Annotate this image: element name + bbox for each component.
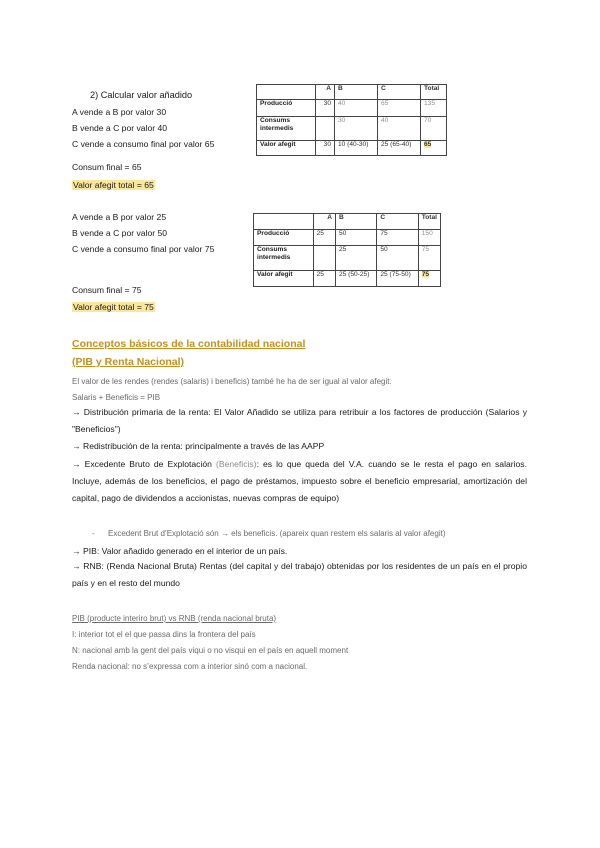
s2-cell: 25 bbox=[313, 230, 335, 246]
s2-cell: 25 (50-25) bbox=[336, 271, 377, 287]
para-rnb: → RNB: (Renda Nacional Bruta) Rentas (del capital y del trabajo) obtenidas por los residentes de un país en el propio país y en el resto del mundo bbox=[72, 561, 527, 588]
s1-cell: 40 bbox=[378, 117, 421, 141]
para-distribucion-primaria: → Distribución primaria de la renta: El Valor Añadido se utiliza para retribuir a los factores de producción (Salarios y "Beneficios") bbox=[72, 407, 527, 434]
s2-cell: 50 bbox=[377, 246, 418, 271]
s1-row-label: Producció bbox=[257, 100, 316, 117]
s2-cell: 25 bbox=[313, 271, 335, 287]
s2-row-label: Producció bbox=[254, 230, 314, 246]
s1-line-1: A vende a B por valor 30 bbox=[72, 107, 167, 117]
s1-valor-afegit-total: Valor afegit total = 65 bbox=[73, 180, 154, 190]
s2-header-empty bbox=[254, 214, 314, 230]
para-excedente-beneficis: (Beneficis) bbox=[215, 459, 257, 469]
pib-rnb-line-1: I: interior tot el el que passa dins la frontera del país bbox=[72, 630, 256, 639]
s2-cell bbox=[313, 246, 335, 271]
s1-cell: 25 (65-40) bbox=[378, 141, 421, 156]
s1-line-2: B vende a C por valor 40 bbox=[72, 123, 168, 133]
bullet-excedent: Excedent Brut d’Explotació són → els beneficis. (apareix quan restem els salaris al valor afegit) bbox=[108, 529, 446, 538]
s1-row-label: Valor afegit bbox=[257, 141, 316, 156]
s2-row-label: Consums intermedis bbox=[254, 246, 314, 271]
s1-header-c: C bbox=[378, 85, 421, 100]
s1-cell: 30 bbox=[316, 100, 335, 117]
s1-header-empty bbox=[257, 85, 316, 100]
pib-rnb-line-2: N: nacional amb la gent del país viqui o no visqui en el país en aquell moment bbox=[72, 646, 349, 655]
para-excedente-rest: : es lo que queda del V.A. cuando se le resta el pago en salarios. Incluye, además de los beneficios, el pago de préstamos, impuesto sobre el beneficio empresarial, amortización del capital, pago de dividendos a accionistas, nuevas compras de equipo) bbox=[72, 459, 527, 503]
s1-header-b: B bbox=[335, 85, 378, 100]
exercise-heading: 2) Calcular valor añadido bbox=[90, 90, 193, 100]
s1-total-cell: 65 bbox=[421, 141, 447, 156]
s1-cell: 40 bbox=[335, 100, 378, 117]
conceptos-subtitle: (PIB y Renta Nacional) bbox=[72, 356, 185, 368]
para-redistribucion: → Redistribución de la renta: principalmente a través de las AAPP bbox=[72, 441, 325, 451]
pib-rnb-line-3: Renda nacional: no s’expressa com a interior sinó com a nacional. bbox=[72, 662, 308, 671]
s2-line-3: C vende a consumo final por valor 75 bbox=[72, 244, 215, 254]
para-excedente-lead: → Excedente Bruto de Explotación bbox=[72, 459, 216, 469]
s2-header-b: B bbox=[336, 214, 377, 230]
s1-cell: 135 bbox=[421, 100, 447, 117]
para-pib: → PIB: Valor añadido generado en el interior de un país. bbox=[72, 546, 288, 556]
para-excedente-bruto bbox=[72, 456, 527, 528]
s2-valor-afegit-total: Valor afegit total = 75 bbox=[73, 302, 154, 312]
s1-line-3: C vende a consumo final por valor 65 bbox=[72, 139, 215, 149]
s1-cell bbox=[316, 117, 335, 141]
s1-header-a: A bbox=[316, 85, 335, 100]
s1-cell: 30 bbox=[335, 117, 378, 141]
s2-row-label: Valor afegit bbox=[254, 271, 314, 287]
pib-rnb-title: PIB (producte interiro brut) vs RNB (renda nacional bruta) bbox=[72, 614, 277, 623]
s2-header-a: A bbox=[313, 214, 335, 230]
conceptos-title: Conceptos básicos de la contabilidad nacional bbox=[72, 338, 306, 350]
s2-line-1: A vende a B por valor 25 bbox=[72, 212, 167, 222]
s2-consum-final: Consum final = 75 bbox=[72, 285, 142, 295]
s2-header-total: Total bbox=[418, 214, 440, 230]
note-salaris-beneficis: Salaris + Beneficis = PIB bbox=[72, 393, 161, 402]
s2-line-2: B vende a C por valor 50 bbox=[72, 228, 168, 238]
s1-value-added-table bbox=[256, 84, 447, 156]
s2-header-c: C bbox=[377, 214, 418, 230]
s1-header-total: Total bbox=[421, 85, 447, 100]
s2-cell: 75 bbox=[377, 230, 418, 246]
s1-row-label: Consums intermedis bbox=[257, 117, 316, 141]
s2-cell: 25 bbox=[336, 246, 377, 271]
s2-cell: 75 bbox=[418, 246, 440, 271]
s1-cell: 30 bbox=[316, 141, 335, 156]
s1-consum-final: Consum final = 65 bbox=[72, 162, 142, 172]
s2-cell: 25 (75-50) bbox=[377, 271, 418, 287]
s2-total-cell: 75 bbox=[418, 271, 440, 287]
s1-cell: 65 bbox=[378, 100, 421, 117]
s2-cell: 150 bbox=[418, 230, 440, 246]
s2-cell: 50 bbox=[336, 230, 377, 246]
s2-value-added-table bbox=[253, 213, 441, 287]
bullet-dash: - bbox=[92, 529, 95, 538]
s1-cell: 10 (40-30) bbox=[335, 141, 378, 156]
s1-cell: 70 bbox=[421, 117, 447, 141]
note-rendes: El valor de les rendes (rendes (salaris) i beneficis) també he ha de ser igual al valor afegit. bbox=[72, 377, 392, 386]
